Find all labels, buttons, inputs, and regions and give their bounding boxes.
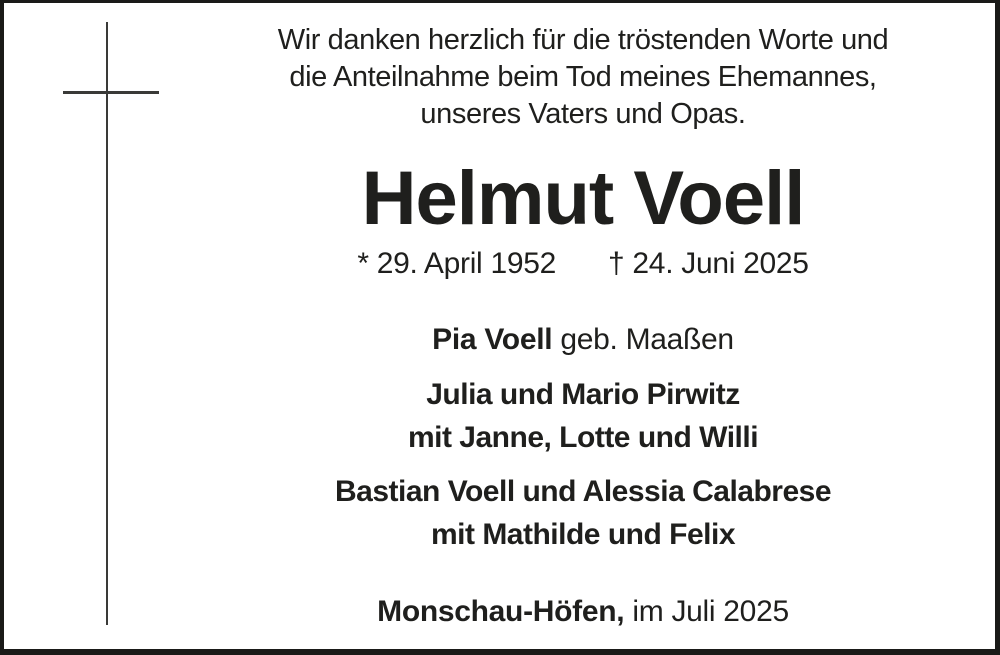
- life-dates: [174, 249, 992, 279]
- death-date: † 24. Juni 2025: [608, 247, 809, 280]
- cross-horizontal-bar: [63, 91, 159, 94]
- family-1-line-1: Julia und Mario Pirwitz: [426, 378, 740, 411]
- family-group-2: [174, 470, 992, 556]
- family-2-line-2: mit Mathilde und Felix: [430, 518, 735, 551]
- spouse-name: Pia Voell: [432, 323, 553, 356]
- birth-date: * 29. April 1952: [357, 247, 556, 280]
- notice-date: im Juli 2025: [632, 595, 789, 628]
- family-2-line-1: Bastian Voell und Alessia Calabrese: [334, 475, 832, 508]
- thanks-line-1: Wir danken herzlich für die tröstenden Worte und: [277, 24, 889, 56]
- thanks-line-2: die Anteilnahme beim Tod meines Ehemannes,: [289, 61, 877, 93]
- notice-text-column: [174, 3, 992, 649]
- spouse-maiden-name: geb. Maaßen: [560, 323, 734, 356]
- place-name: Monschau-Höfen,: [377, 595, 625, 628]
- spouse-line: [174, 325, 992, 355]
- place-date-line: [174, 597, 992, 627]
- cross-vertical-bar: [106, 22, 108, 625]
- deceased-name: Helmut Voell: [361, 156, 805, 241]
- thanks-line-3: unseres Vaters und Opas.: [420, 98, 746, 130]
- family-1-line-2: mit Janne, Lotte und Willi: [407, 421, 759, 454]
- family-group-1: [174, 373, 992, 459]
- thanks-paragraph: [174, 22, 992, 133]
